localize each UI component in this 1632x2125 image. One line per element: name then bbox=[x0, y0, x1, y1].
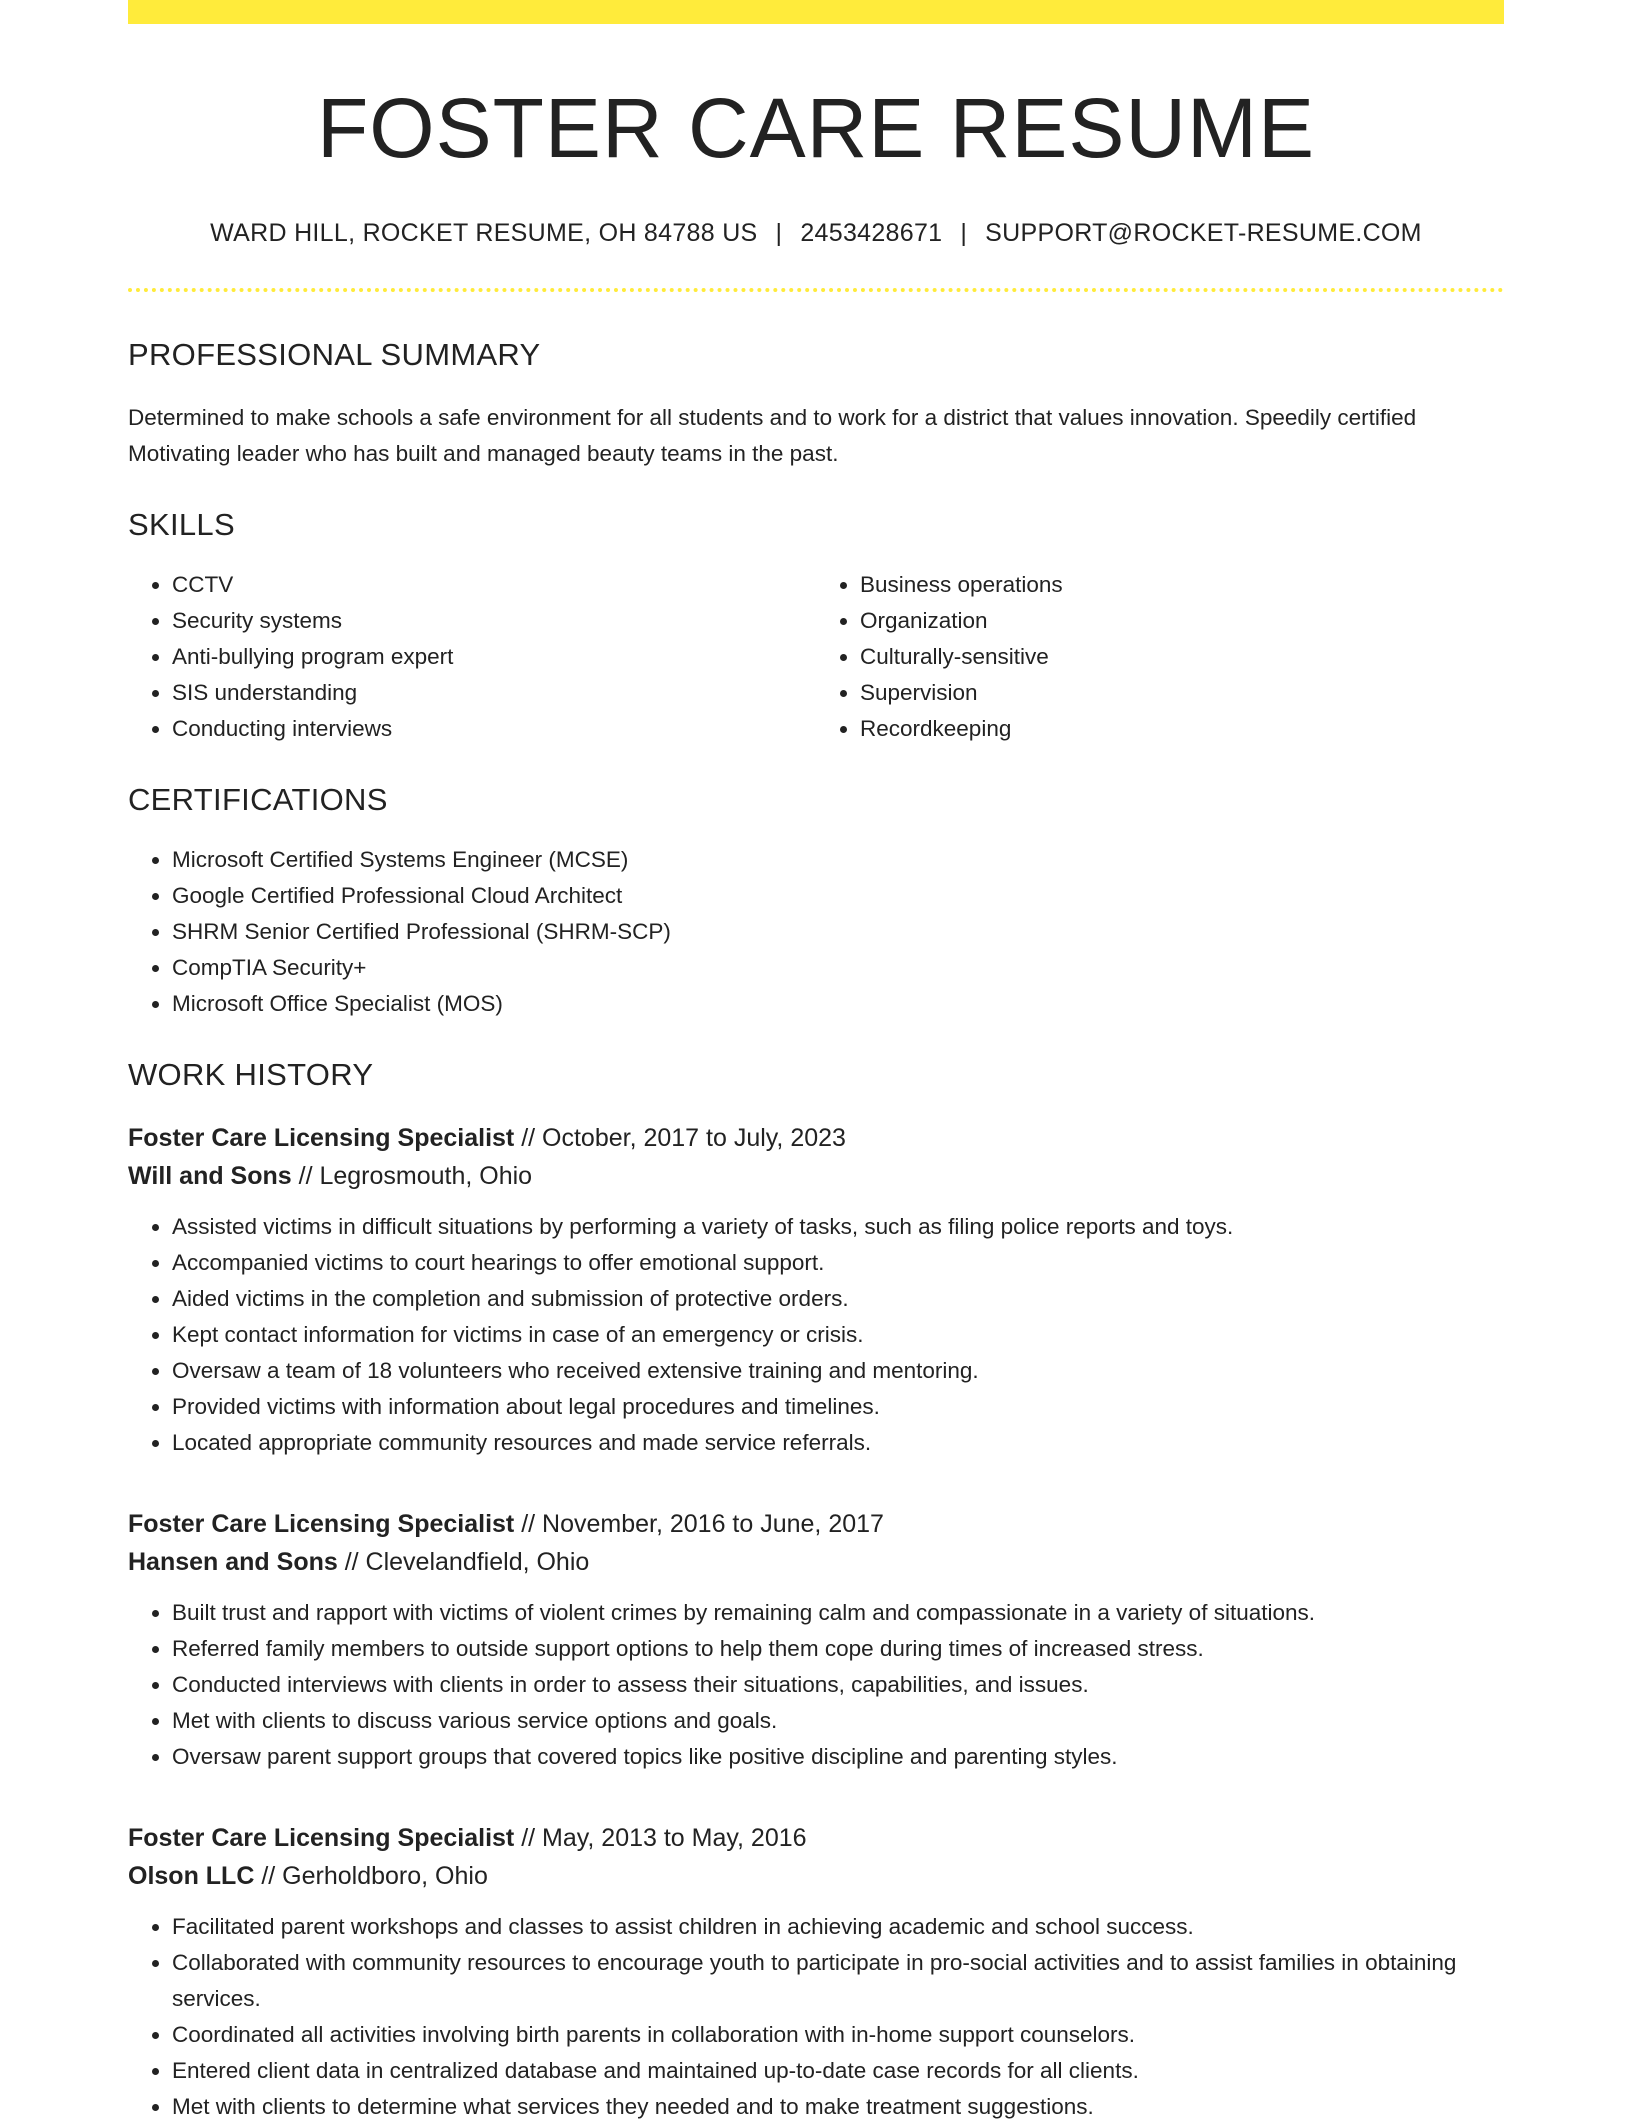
skills-list-left bbox=[128, 567, 816, 747]
job-location: // Clevelandfield, Ohio bbox=[337, 1548, 590, 1577]
certifications-heading: CERTIFICATIONS bbox=[128, 781, 388, 817]
skills-list-right bbox=[816, 567, 1504, 747]
job-bullets bbox=[128, 1909, 1504, 2125]
job-location: // Legrosmouth, Ohio bbox=[291, 1162, 533, 1191]
summary-text: Determined to make schools a safe environment for all students and to work for a district that values innovation. Speedily certified Motivating leader who has built and managed beauty teams in the past. bbox=[128, 404, 1417, 466]
job-bullets bbox=[128, 1209, 1504, 1461]
job-company: Olson LLC bbox=[128, 1862, 255, 1891]
certification-item: • SHRM Senior Certified Professional (SHRM-SCP) bbox=[172, 914, 1504, 950]
skills-heading: SKILLS bbox=[128, 506, 235, 542]
contact-separator: | bbox=[960, 219, 968, 248]
contact-phone: 2453428671 bbox=[800, 219, 943, 248]
job-bullets bbox=[128, 1595, 1504, 1775]
skills-section bbox=[128, 506, 1504, 747]
job-bullet: • Collaborated with community resources to encourage youth to participate in pro-social activities and to assist families in obtaining services. bbox=[172, 1945, 1504, 2017]
job-title-line bbox=[128, 1819, 1504, 1857]
contact-address: WARD HILL, ROCKET RESUME, OH 84788 US bbox=[210, 219, 758, 248]
job-dates: // May, 2013 to May, 2016 bbox=[514, 1824, 807, 1853]
certifications-list bbox=[128, 842, 1504, 1022]
work-history-section bbox=[128, 1056, 1504, 2125]
job-title-line bbox=[128, 1119, 1504, 1157]
job-company: Will and Sons bbox=[128, 1162, 292, 1191]
job-entry bbox=[128, 1819, 1504, 2125]
certification-item: • Microsoft Office Specialist (MOS) bbox=[172, 986, 1504, 1022]
job-company-line bbox=[128, 1157, 1504, 1195]
job-dates: // November, 2016 to June, 2017 bbox=[514, 1510, 884, 1539]
certifications-section bbox=[128, 781, 1504, 1022]
job-location: // Gerholdboro, Ohio bbox=[254, 1862, 488, 1891]
skill-item: • CCTV bbox=[172, 567, 816, 603]
job-bullet: • Assisted victims in difficult situations by performing a variety of tasks, such as filing police reports and toys. bbox=[172, 1209, 1504, 1245]
job-bullet: • Oversaw a team of 18 volunteers who received extensive training and mentoring. bbox=[172, 1353, 1504, 1389]
job-bullet: • Referred family members to outside support options to help them cope during times of increased stress. bbox=[172, 1631, 1504, 1667]
summary-heading: PROFESSIONAL SUMMARY bbox=[128, 337, 541, 373]
job-bullet: • Met with clients to determine what services they needed and to make treatment suggestions. bbox=[172, 2089, 1504, 2125]
skill-item: • Organization bbox=[860, 603, 1504, 639]
job-bullet: • Met with clients to discuss various service options and goals. bbox=[172, 1703, 1504, 1739]
job-bullet: • Provided victims with information about legal procedures and timelines. bbox=[172, 1389, 1504, 1425]
skill-item: • Supervision bbox=[860, 675, 1504, 711]
job-entry bbox=[128, 1119, 1504, 1461]
skill-item: • Security systems bbox=[172, 603, 816, 639]
dotted-divider bbox=[128, 288, 1504, 292]
job-title-line bbox=[128, 1505, 1504, 1543]
contact-separator: | bbox=[775, 219, 783, 248]
skill-item: • SIS understanding bbox=[172, 675, 816, 711]
certification-item: • CompTIA Security+ bbox=[172, 950, 1504, 986]
skill-item: • Business operations bbox=[860, 567, 1504, 603]
job-bullet: • Coordinated all activities involving birth parents in collaboration with in-home support counselors. bbox=[172, 2017, 1504, 2053]
contact-email[interactable]: SUPPORT@ROCKET-RESUME.COM bbox=[985, 219, 1422, 248]
summary-section bbox=[128, 336, 1504, 471]
job-bullet: • Built trust and rapport with victims of violent crimes by remaining calm and compassionate in a variety of situations. bbox=[172, 1595, 1504, 1631]
job-bullet: • Entered client data in centralized database and maintained up-to-date case records for all clients. bbox=[172, 2053, 1504, 2089]
job-company-line bbox=[128, 1543, 1504, 1581]
job-entry bbox=[128, 1505, 1504, 1775]
job-bullet: • Facilitated parent workshops and classes to assist children in achieving academic and school success. bbox=[172, 1909, 1504, 1945]
job-role: Foster Care Licensing Specialist bbox=[128, 1824, 515, 1853]
skill-item: • Recordkeeping bbox=[860, 711, 1504, 747]
job-bullet: • Oversaw parent support groups that covered topics like positive discipline and parenting styles. bbox=[172, 1739, 1504, 1775]
skill-item: • Anti-bullying program expert bbox=[172, 639, 816, 675]
certification-item: • Google Certified Professional Cloud Architect bbox=[172, 878, 1504, 914]
top-accent-bar bbox=[128, 0, 1504, 24]
skill-item: • Conducting interviews bbox=[172, 711, 816, 747]
resume-title: FOSTER CARE RESUME bbox=[316, 81, 1316, 175]
job-bullet: • Located appropriate community resources and made service referrals. bbox=[172, 1425, 1504, 1461]
job-bullet: • Conducted interviews with clients in order to assess their situations, capabilities, and issues. bbox=[172, 1667, 1504, 1703]
job-bullet: • Accompanied victims to court hearings to offer emotional support. bbox=[172, 1245, 1504, 1281]
job-dates: // October, 2017 to July, 2023 bbox=[514, 1124, 846, 1153]
job-role: Foster Care Licensing Specialist bbox=[128, 1510, 515, 1539]
resume-page bbox=[128, 0, 1504, 2125]
job-bullet: • Kept contact information for victims in case of an emergency or crisis. bbox=[172, 1317, 1504, 1353]
contact-line bbox=[128, 218, 1504, 248]
job-bullet: • Aided victims in the completion and submission of protective orders. bbox=[172, 1281, 1504, 1317]
skills-columns bbox=[128, 567, 1504, 747]
job-role: Foster Care Licensing Specialist bbox=[128, 1124, 515, 1153]
work-history-heading: WORK HISTORY bbox=[128, 1056, 374, 1092]
certification-item: • Microsoft Certified Systems Engineer (MCSE) bbox=[172, 842, 1504, 878]
job-company-line bbox=[128, 1857, 1504, 1895]
job-company: Hansen and Sons bbox=[128, 1548, 338, 1577]
skill-item: • Culturally-sensitive bbox=[860, 639, 1504, 675]
